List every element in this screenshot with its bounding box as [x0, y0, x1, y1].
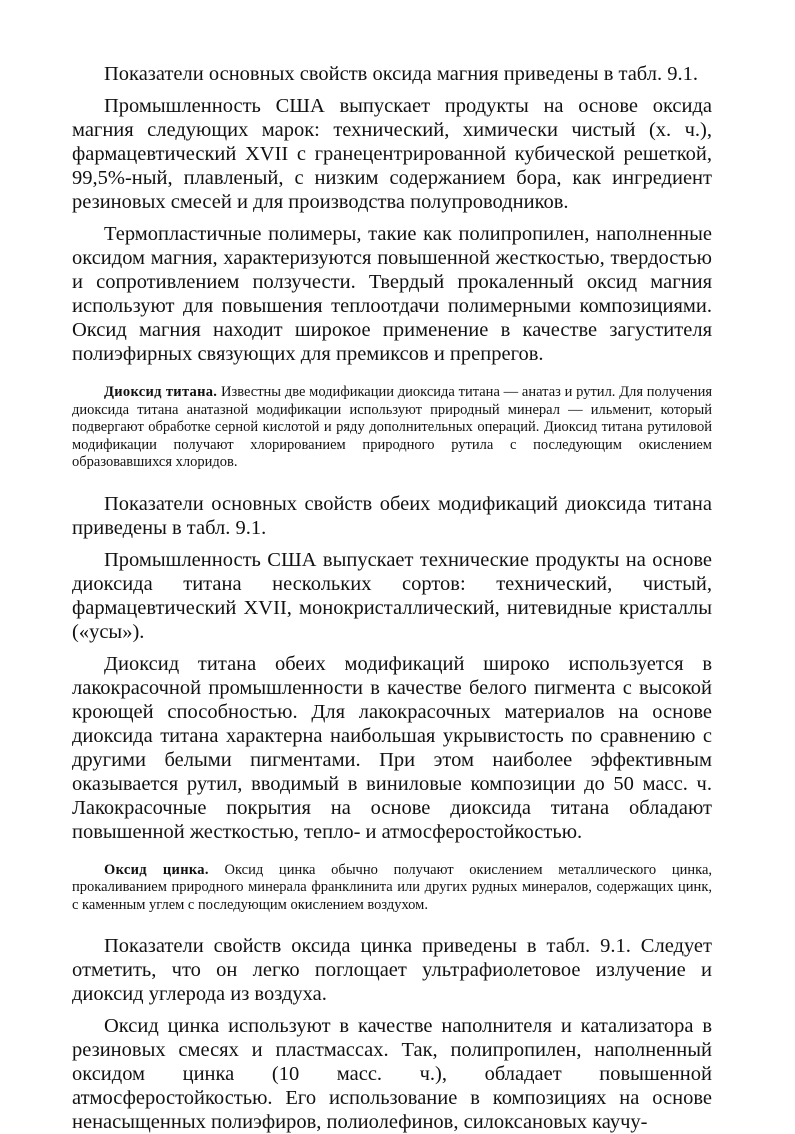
section-text-titanium: Известны две модификации диоксида титана — анатаз и рутил. Для получения диоксида титана анатазной модификации используют природный минерал — ильменит, который подвергают обработке серной кислотой и ряду дополнительных операций. Диоксид титана рутиловой модификации получают хлорированием природного рутила с последующим окислением образовавшихся хлоридов. — [72, 384, 712, 470]
paragraph-titanium-properties: Показатели основных свойств обеих модификаций диоксида титана приведены в табл. 9.1. — [72, 492, 712, 539]
paragraph-titanium-uses: Диоксид титана обеих модификаций широко используется в лакокрасочной промышленности в качестве белого пигмента с высокой кроющей способностью. Для лакокрасочных материалов на основе диоксида титана характерна наибольшая укрывистость по сравнению с другими белыми пигментами. При этом наиболее эффективным оказывается рутил, вводимый в виниловые композиции до 50 масс. ч. Лакокрасочные покрытия на основе диоксида титана обладают повышенной жесткостью, тепло- и атмосферостойкостью. — [72, 652, 712, 843]
paragraph-zinc-uses: Оксид цинка используют в качестве наполнителя и катализатора в резиновых смесях и пластмассах. Так, полипропилен, наполненный оксидом цинка (10 масс. ч.), обладает повышенной атмосферостойкостью. Его использование в композициях на основе ненасыщенных полиэфиров, полиолефинов, силоксановых каучу- — [72, 1015, 712, 1133]
section-text-zinc: Оксид цинка обычно получают окислением металлического цинка, прокаливанием природного минерала франклинита или других рудных минералов, содержащих цинк, с каменным углем с последующим окислением воздухом. — [72, 861, 713, 913]
section-titanium-dioxide — [72, 384, 712, 472]
paragraph-magnesium-grades: Промышленность США выпускает продукты на основе оксида магния следующих марок: технический, химически чистый (х. ч.), фармацевтический XVII с гранецентрированной кубической решеткой, 99,5%-ный, плавленый, с низким содержанием бора, как ингредиент резиновых смесей и для производства полупроводников. — [72, 95, 712, 213]
paragraph-magnesium-uses: Термопластичные полимеры, такие как полипропилен, наполненные оксидом магния, характеризуются повышенной жесткостью, твердостью и сопротивлением ползучести. Твердый прокаленный оксид магния используют для повышения теплоотдачи полимерными композициями. Оксид магния находит широкое применение в качестве загустителя полиэфирных связующих для премиксов и препрегов. — [72, 223, 712, 365]
section-heading-titanium: Диоксид титана. — [104, 384, 218, 400]
paragraph-zinc-properties: Показатели свойств оксида цинка приведены в табл. 9.1. Следует отметить, что он легко поглощает ультрафиолетовое излучение и диоксид углерода из воздуха. — [72, 935, 712, 1005]
paragraph-titanium-grades: Промышленность США выпускает технические продукты на основе диоксида титана нескольких сортов: технический, чистый, фармацевтический XVII, монокристаллический, нитевидные кристаллы («усы»). — [72, 548, 712, 643]
section-heading-zinc: Оксид цинка. — [104, 861, 209, 878]
section-zinc-oxide — [72, 862, 712, 915]
paragraph-magnesium-properties: Показатели основных свойств оксида магния приведены в табл. 9.1. — [104, 63, 698, 85]
page-body — [72, 62, 712, 1134]
